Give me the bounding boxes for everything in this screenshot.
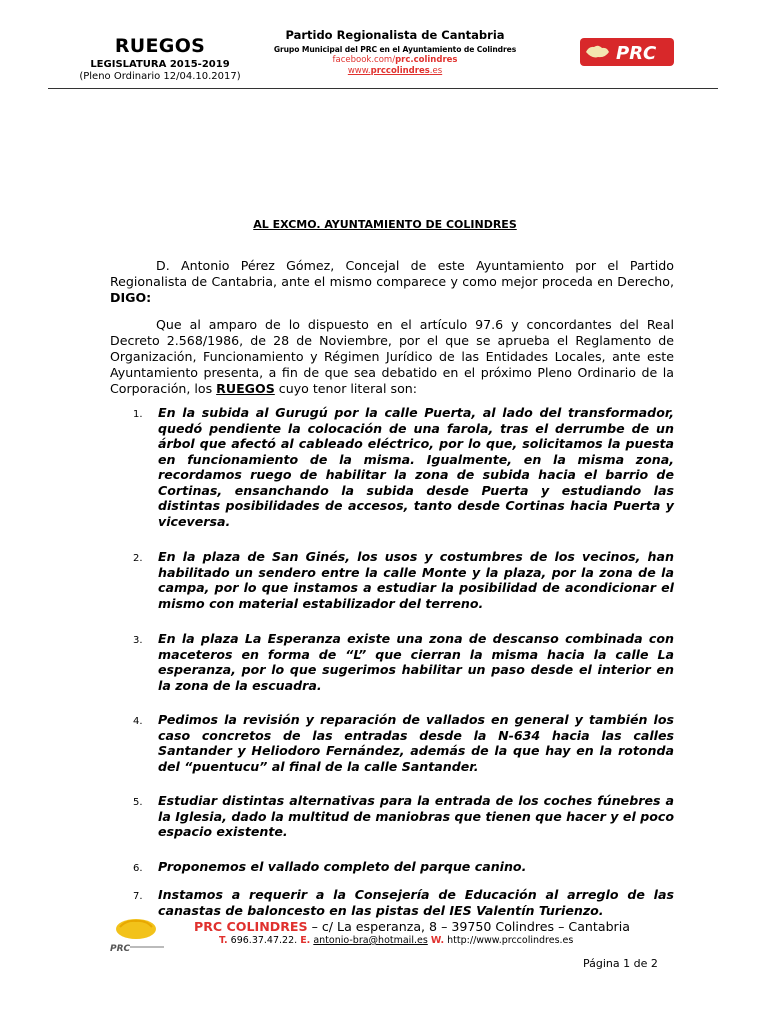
addressee: AL EXCMO. AYUNTAMIENTO DE COLINDRES — [253, 218, 517, 231]
party-name: Partido Regionalista de Cantabria — [285, 28, 505, 42]
legislatura: LEGISLATURA 2015-2019 — [90, 59, 230, 70]
list-item: 2. En la plaza de San Ginés, los usos y costumbres de los vecinos, han habilitado un sendero entre la calle Monte y la plaza, por la zona de la campa, por lo que instamos a estudiar la posibilidad de acondicionar el mismo con material estabilizador del terreno. — [133, 549, 674, 611]
footer-contact: T. 696.37.47.22. E. antonio-bra@hotmail.es W. http://www.prccolindres.es — [219, 935, 574, 946]
website-link[interactable]: www.prccolindres.es — [347, 66, 443, 76]
footer-phone: 696.37.47.22. — [227, 935, 301, 946]
svg-text:PRC: PRC — [110, 944, 131, 954]
footer-website-link[interactable]: http://www.prccolindres.es — [444, 935, 574, 946]
list-item: 6. Proponemos el vallado completo del parque canino. — [133, 858, 527, 874]
header-center — [255, 28, 535, 76]
list-item: 5. Estudiar distintas alternativas para la entrada de los coches fúnebres a la Iglesia, dado la multitud de maniobras que tienen que hacer y el poco espacio existente. — [133, 793, 674, 839]
facebook-link[interactable]: facebook.com/prc.colindres — [332, 55, 458, 65]
list-item: 1. En la subida al Gurugú por la calle Puerta, al lado del transformador, quedó pendiente la colocación de una farola, tras el derrumbe de un árbol que afectó al cableado eléctrico, por lo que, solicitamos la puesta en funcionamiento de la misma. Igualmente, en la misma zona, recordamos ruego de habilitar la zona de subida hacia el barrio de Cortinas, ensanchando la subida desde Puerta y estudiando las distintas posibilidades de accesos, tanto desde Cortinas hacia Puerta y viceversa. — [133, 405, 674, 529]
footer-logo — [108, 915, 168, 955]
page-number: Página 1 de 2 — [583, 957, 658, 970]
header-left — [40, 36, 280, 82]
pleno-date: (Pleno Ordinario 12/04.10.2017) — [79, 71, 241, 82]
list-item: 4. Pedimos la revisión y reparación de vallados en general y también los caso concretos de las entradas desde la N-634 hacia las calles Santander y Heliodoro Fernández, además de la que hay en la rotonda del “puentucu” al final de la calle Santander. — [133, 712, 674, 774]
svg-text:PRC: PRC — [616, 43, 657, 64]
footer-address: PRC COLINDRES – c/ La esperanza, 8 – 39750 Colindres – Cantabria — [194, 919, 630, 934]
ruegos-list — [110, 405, 674, 918]
document-title: RUEGOS — [114, 35, 206, 57]
list-item: 3. En la plaza La Esperanza existe una zona de descanso combinada con maceteros en forma de “L” que cierran la misma hacia la calle La esperanza, por lo que sugerimos habilitar un paso desde el interior en la zona de la escuadra. — [133, 631, 674, 693]
footer-email-link[interactable]: antonio-bra@hotmail.es — [313, 935, 428, 946]
header-divider — [48, 88, 718, 89]
prc-logo — [580, 38, 674, 66]
list-item: 7. Instamos a requerir a la Consejería de Educación al arreglo de las canastas de baloncesto en las pistas del IES Valentín Turienzo. — [133, 887, 674, 918]
intro-paragraph-2: Que al amparo de lo dispuesto en el artículo 97.6 y concordantes del Real Decreto 2.568/1986, de 28 de Noviembre, por el que se aprueba el Reglamento de Organización, Funcionamiento y Régimen Jurídico de las Entidades Locales, ante este Ayuntamiento presenta, a fin de que sea debatido en el próximo Pleno Ordinario de la Corporación, los RUEGOS cuyo tenor literal son: — [110, 317, 674, 396]
group-name: Grupo Municipal del PRC en el Ayuntamiento de Colindres — [273, 45, 517, 54]
intro-paragraph-1: D. Antonio Pérez Gómez, Concejal de este Ayuntamiento por el Partido Regionalista de Cantabria, ante el mismo comparece y como mejor proceda en Derecho, DIGO: — [110, 258, 674, 305]
